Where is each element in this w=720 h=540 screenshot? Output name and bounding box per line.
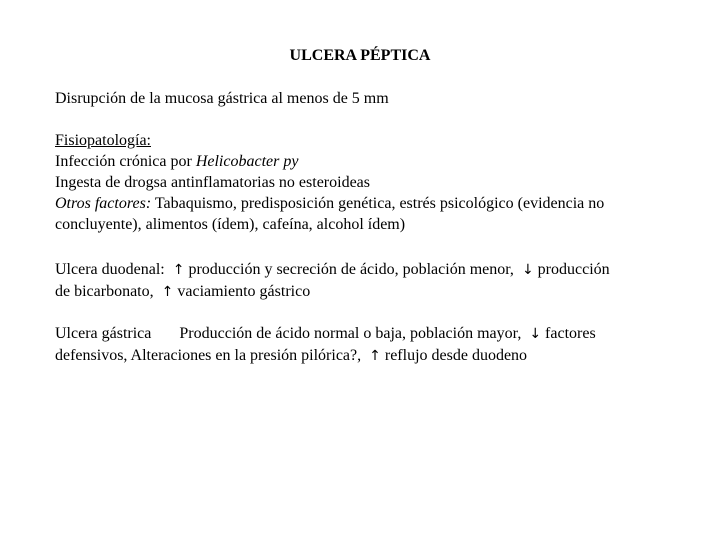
infeccion-text: Infección crónica por bbox=[55, 153, 196, 170]
page-title: ULCERA PÉPTICA bbox=[289, 47, 431, 64]
duodenal-line-1 bbox=[55, 259, 695, 281]
definition-text: Disrupción de la mucosa gástrica al menos de 5 mm bbox=[55, 90, 389, 107]
gastrica-part-2: factores bbox=[545, 325, 596, 342]
gastrica-part-1: Producción de ácido normal o baja, población mayor, bbox=[179, 325, 522, 342]
fisiopatologia-line-4: concluyente), alimentos (ídem), cafeína, alcohol ídem) bbox=[55, 216, 406, 233]
gastrica-part-3: defensivos, Alteraciones en la presión pilórica?, bbox=[55, 347, 362, 364]
ulcera-duodenal-block bbox=[55, 259, 695, 303]
duodenal-label: Ulcera duodenal: bbox=[55, 261, 165, 278]
fisiopatologia-heading: Fisiopatología: bbox=[55, 132, 151, 149]
gastrica-line-1 bbox=[55, 323, 695, 345]
gastrica-part-4: reflujo desde duodeno bbox=[384, 347, 528, 364]
arrow-down-icon: ↓ bbox=[529, 326, 542, 342]
ulcera-gastrica-block bbox=[55, 323, 695, 367]
arrow-up-icon: ↑ bbox=[369, 348, 381, 364]
definition-block bbox=[55, 88, 695, 109]
arrow-up-icon: ↑ bbox=[161, 284, 174, 300]
otros-factores-label: Otros factores: bbox=[55, 195, 152, 212]
arrow-up-icon: ↑ bbox=[172, 262, 185, 278]
duodenal-part-2: producción bbox=[537, 261, 610, 278]
gastrica-line-2 bbox=[55, 345, 695, 367]
gastrica-label: Ulcera gástrica bbox=[55, 325, 152, 342]
helicobacter-text: Helicobacter py bbox=[195, 153, 299, 170]
fisiopatologia-line-2: Ingesta de drogsa antinflamatorias no esteroideas bbox=[55, 174, 370, 191]
otros-factores-text: Tabaquismo, predisposición genética, estrés psicológico (evidencia no bbox=[151, 195, 605, 212]
arrow-down-icon: ↓ bbox=[521, 262, 534, 278]
duodenal-part-3: de bicarbonato, bbox=[55, 283, 154, 300]
duodenal-line-2 bbox=[55, 281, 695, 303]
duodenal-part-4: vaciamiento gástrico bbox=[177, 283, 311, 300]
fisiopatologia-line-3 bbox=[55, 193, 695, 214]
fisiopatologia-block bbox=[55, 130, 695, 235]
fisiopatologia-line-1 bbox=[55, 151, 695, 172]
duodenal-part-1: producción y secreción de ácido, población menor, bbox=[188, 261, 514, 278]
